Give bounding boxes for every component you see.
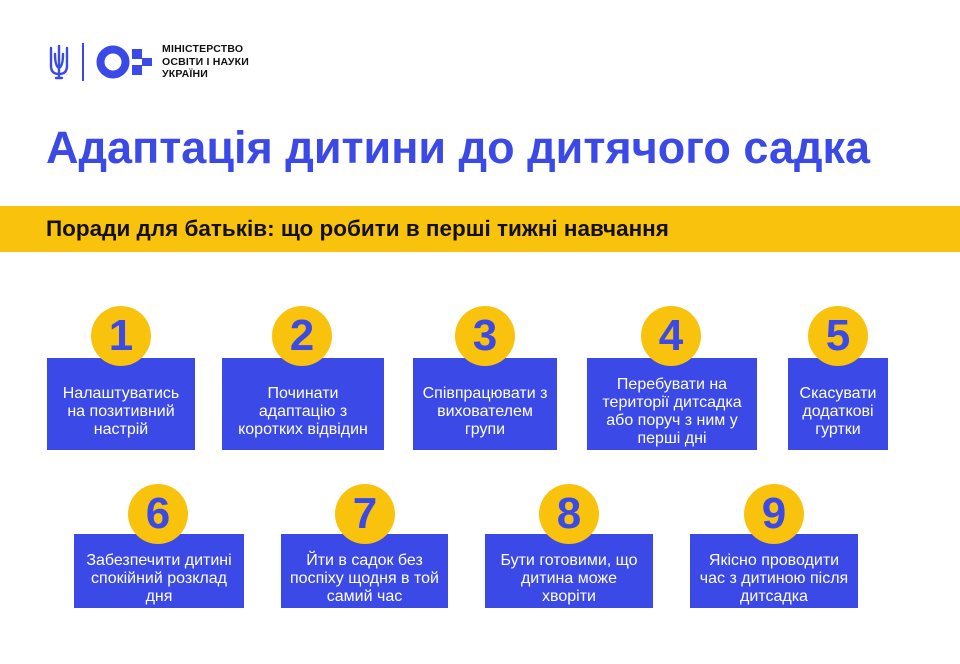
tip-card bbox=[281, 484, 448, 608]
header bbox=[46, 42, 249, 82]
mon-logo-icon bbox=[96, 45, 154, 79]
tip-number: 4 bbox=[641, 306, 701, 366]
tip-card bbox=[587, 306, 757, 450]
tip-text: Скасувати додаткові гуртки bbox=[788, 358, 888, 450]
tip-card bbox=[74, 484, 244, 608]
ministry-line: МІНІСТЕРСТВО bbox=[162, 43, 244, 56]
tip-card bbox=[222, 306, 384, 450]
tip-text: Якісно проводити час з дитиною після дитсадка bbox=[690, 534, 858, 608]
tip-text: Перебувати на території дитсадка або поруч з ним у перші дні bbox=[587, 358, 757, 450]
subtitle-band bbox=[0, 206, 960, 252]
ministry-name bbox=[162, 43, 249, 81]
tip-number: 7 bbox=[335, 484, 395, 544]
tip-number: 2 bbox=[272, 306, 332, 366]
ministry-line: ОСВІТИ І НАУКИ bbox=[162, 55, 250, 68]
tip-number: 6 bbox=[128, 484, 188, 544]
tip-number: 9 bbox=[744, 484, 804, 544]
tip-text: Налаштуватись на позитивний настрій bbox=[47, 358, 195, 450]
tip-text: Забезпечити дитині спокійний розклад дня bbox=[74, 534, 244, 608]
tip-card bbox=[413, 306, 557, 450]
tip-number: 5 bbox=[808, 306, 868, 366]
tip-text: Починати адаптацію з коротких відвідин bbox=[222, 358, 384, 450]
tip-text: Бути готовими, що дитина може хворіти bbox=[485, 534, 653, 608]
page-title: Адаптація дитини до дитячого садка bbox=[46, 122, 871, 173]
tip-card bbox=[788, 306, 888, 450]
tip-text: Йти в садок без поспіху щодня в той самий час bbox=[281, 534, 448, 608]
tip-card bbox=[47, 306, 195, 450]
subtitle: Поради для батьків: що робити в перші тижні навчання bbox=[46, 216, 669, 241]
header-divider bbox=[82, 43, 84, 81]
tip-card bbox=[485, 484, 653, 608]
ministry-line: УКРАЇНИ bbox=[162, 68, 209, 81]
tip-card bbox=[690, 484, 858, 608]
trident-emblem-icon bbox=[46, 44, 72, 80]
tip-text: Співпрацювати з вихователем групи bbox=[413, 358, 557, 450]
tip-number: 8 bbox=[539, 484, 599, 544]
tip-number: 3 bbox=[455, 306, 515, 366]
tip-number: 1 bbox=[91, 306, 151, 366]
